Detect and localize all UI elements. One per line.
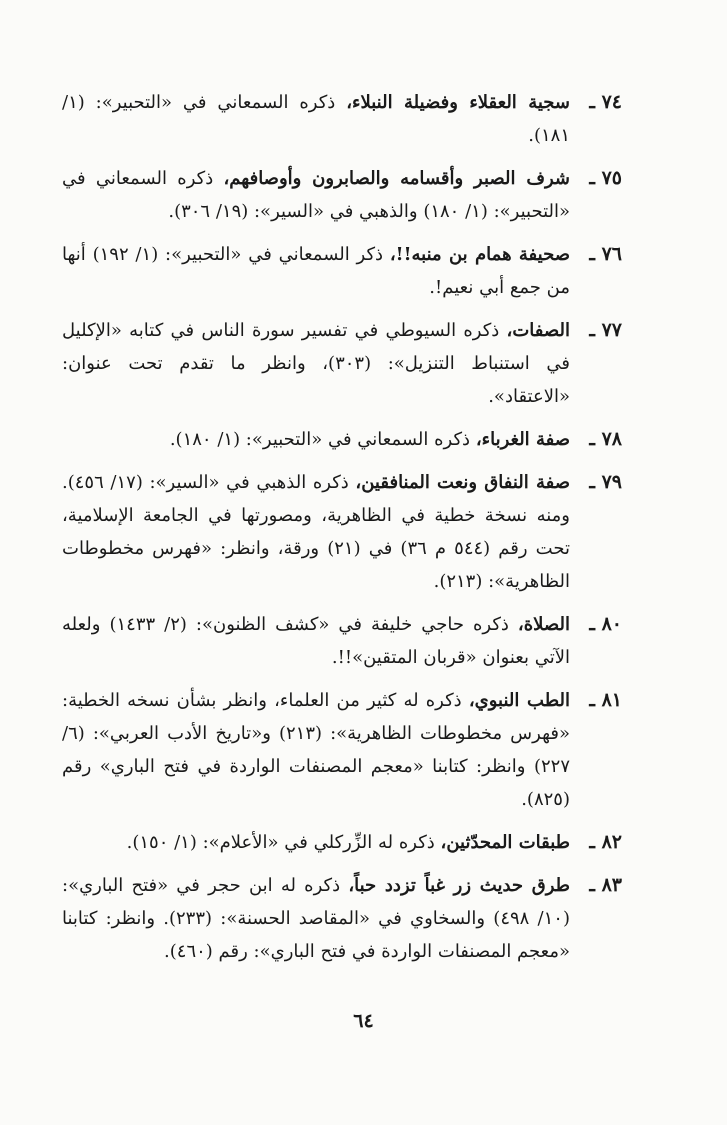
entry-text bbox=[62, 466, 570, 598]
entry-number: ٧٩ ـ bbox=[589, 471, 622, 493]
entry-78 bbox=[62, 423, 622, 456]
entry-text bbox=[62, 238, 570, 304]
entry-text bbox=[62, 826, 570, 859]
entry-text bbox=[62, 869, 570, 968]
entry-number: ٧٧ ـ bbox=[589, 319, 622, 341]
entry-title: طرق حديث زر غباً تزدد حباً، bbox=[348, 875, 571, 896]
page-number: ٦٤ bbox=[353, 1010, 374, 1032]
entry-description: ذكره له كثير من العلماء، وانظر بشأن نسخه الخطية: «فهرس مخطوطات الظاهرية»: (٢١٣) و«تاريخ الأدب العربي»: (٦/ ٢٢٧) وانظر: كتابنا «معجم المصنفات الواردة في فتح الباري» رقم (٨٢٥). bbox=[62, 690, 571, 810]
entry-number: ٧٤ ـ bbox=[589, 91, 622, 113]
entry-description: ذكره السمعاني في «التحبير»: (١/ ١٨٠) والذهبي في «السير»: (١٩/ ٣٠٦). bbox=[62, 168, 570, 222]
entry-title: الصفات، bbox=[506, 320, 570, 341]
entry-text bbox=[62, 86, 570, 152]
entry-text bbox=[62, 162, 570, 228]
entry-description: ذكره حاجي خليفة في «كشف الظنون»: (٢/ ١٤٣٣) ولعله الآتي بعنوان «قربان المتقين»!!. bbox=[62, 614, 570, 668]
entry-description: ذكره له ابن حجر في «فتح الباري»: (١٠/ ٤٩٨) والسخاوي في «المقاصد الحسنة»: (٢٣٣). وانظر: كتابنا «معجم المصنفات الواردة في فتح الباري»: رقم (٤٦٠). bbox=[62, 875, 570, 962]
entry-text bbox=[62, 608, 570, 674]
entry-title: شرف الصبر وأقسامه والصابرون وأوصافهم، bbox=[223, 168, 570, 189]
entry-text bbox=[62, 423, 570, 456]
entry-74 bbox=[62, 86, 622, 152]
entry-76 bbox=[62, 238, 622, 304]
entry-title: الصلاة، bbox=[517, 614, 570, 635]
entry-number: ٧٨ ـ bbox=[589, 428, 622, 450]
entry-number: ٧٥ ـ bbox=[589, 167, 622, 189]
entry-number: ٨٠ ـ bbox=[589, 613, 622, 635]
entry-description: ذكره السمعاني في «التحبير»: (١/ ١٨١). bbox=[62, 92, 570, 146]
entry-82 bbox=[62, 826, 622, 859]
entry-79 bbox=[62, 466, 622, 598]
entry-title: صفة النفاق ونعت المنافقين، bbox=[355, 472, 570, 493]
entry-title: طبقات المحدّثين، bbox=[440, 832, 570, 853]
entry-83 bbox=[62, 869, 622, 968]
entry-title: صفة الغرباء، bbox=[475, 429, 570, 450]
entry-description: ذكره السمعاني في «التحبير»: (١/ ١٨٠). bbox=[169, 429, 476, 450]
entry-title: صحيفة همام بن منبه!!، bbox=[389, 244, 570, 265]
entry-number: ٨١ ـ bbox=[589, 689, 622, 711]
entry-description: ذكره له الزِّركلي في «الأعلام»: (١/ ١٥٠). bbox=[126, 832, 441, 853]
entry-80 bbox=[62, 608, 622, 674]
entry-77 bbox=[62, 314, 622, 413]
entry-title: الطب النبوي، bbox=[468, 690, 570, 711]
entry-text bbox=[62, 314, 570, 413]
entry-title: سجية العقلاء وفضيلة النبلاء، bbox=[346, 92, 570, 113]
entry-number: ٧٦ ـ bbox=[589, 243, 622, 265]
entry-75 bbox=[62, 162, 622, 228]
entry-description: ذكر السمعاني في «التحبير»: (١/ ١٩٢) أنها من جمع أبي نعيم!. bbox=[62, 244, 570, 298]
entry-description: ذكره السيوطي في تفسير سورة الناس في كتابه «الإكليل في استنباط التنزيل»: (٣٠٣)، وانظر ما تقدم تحت عنوان: «الاعتقاد». bbox=[62, 320, 570, 407]
entry-description: ذكره الذهبي في «السير»: (١٧/ ٤٥٦). ومنه نسخة خطية في الظاهرية، ومصورتها في الجامعة الإسلامية، تحت رقم (٥٤٤ م ٣٦) في (٢١) ورقة، وانظر: «فهرس مخطوطات الظاهرية»: (٢١٣). bbox=[62, 472, 570, 592]
entry-text bbox=[62, 684, 570, 816]
page-content bbox=[62, 86, 622, 978]
entry-number: ٨٣ ـ bbox=[589, 874, 622, 896]
entry-81 bbox=[62, 684, 622, 816]
entry-number: ٨٢ ـ bbox=[589, 831, 622, 853]
